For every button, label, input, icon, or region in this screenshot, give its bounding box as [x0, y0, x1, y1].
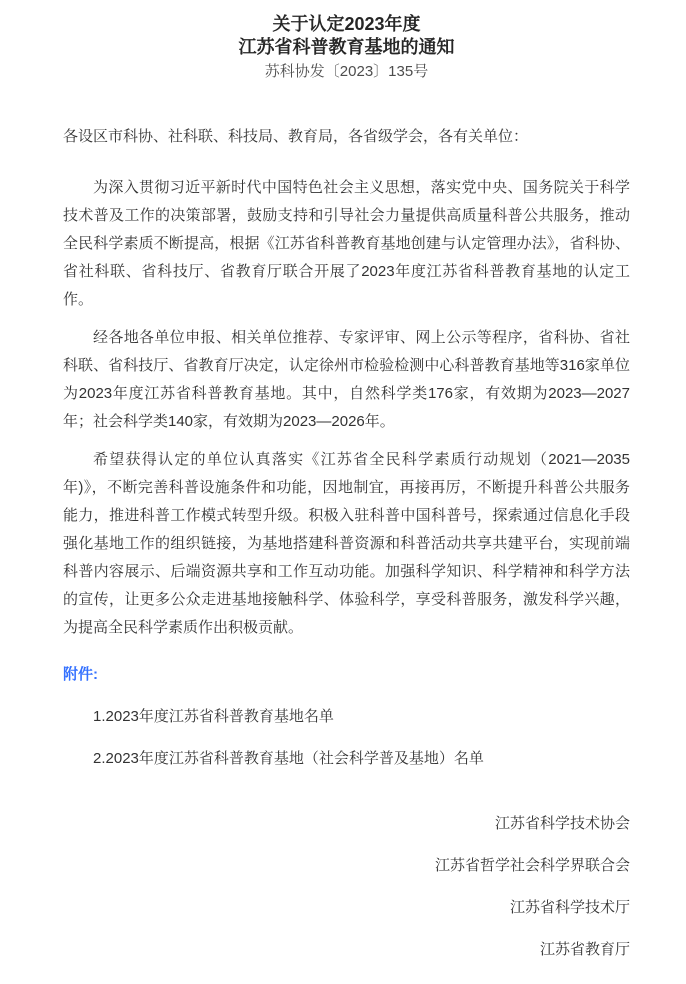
salutation: 各设区市科协、社科联、科技局、教育局，各省级学会，各有关单位：	[63, 128, 529, 145]
document-number: 苏科协发〔2023〕135号	[264, 63, 429, 80]
signature-block	[63, 810, 630, 964]
document-title-line-2: 江苏省科普教育基地的通知	[238, 37, 455, 57]
signature-org-1: 江苏省科学技术协会	[494, 815, 630, 832]
document-body	[63, 123, 630, 964]
paragraph-3: 希望获得认定的单位认真落实《江苏省全民科学素质行动规划（2021—2035年)》，不断完善科普设施条件和功能，因地制宜，再接再厉，不断提升科普公共服务能力，推进科普工作模式转型升级。积极入驻科普中国科普号，探索通过信息化手段强化基地工作的组织链接，为基地搭建科普资源和科普活动共享共建平台，实现前端科普内容展示、后端资源共享和工作互动功能。加强科学知识、科学精神和科学方法的宣传，让更多公众走进基地接触科学、体验科学，享受科普服务，激发科学兴趣，为提高全民科学素质作出积极贡献。	[63, 451, 630, 636]
document-header	[63, 13, 630, 83]
paragraph-2: 经各地各单位申报、相关单位推荐、专家评审、网上公示等程序，省科协、省社科联、省科技厅、省教育厅决定，认定徐州市检验检测中心科普教育基地等316家单位为2023年度江苏省科普教育基地。其中，自然科学类176家，有效期为2023—2027年；社会科学类140家，有效期为2023—2026年。	[63, 329, 630, 430]
paragraph-1: 为深入贯彻习近平新时代中国特色社会主义思想，落实党中央、国务院关于科学技术普及工作的决策部署，鼓励支持和引导社会力量提供高质量科普公共服务，推动全民科学素质不断提高，根据《江苏省科普教育基地创建与认定管理办法》，省科协、省社科联、省科技厅、省教育厅联合开展了2023年度江苏省科普教育基地的认定工作。	[63, 179, 630, 308]
attachment-link-1[interactable]: 1.2023年度江苏省科普教育基地名单	[93, 708, 334, 725]
attachments-section	[63, 661, 630, 773]
attachments-label: 附件:	[63, 666, 98, 683]
attachment-link-2[interactable]: 2.2023年度江苏省科普教育基地（社会科学普及基地）名单	[93, 750, 484, 767]
signature-org-2: 江苏省哲学社会科学界联合会	[434, 857, 630, 874]
signature-org-4: 江苏省教育厅	[539, 941, 630, 958]
signature-org-3: 江苏省科学技术厅	[509, 899, 630, 916]
document-title-line-1: 关于认定2023年度	[272, 14, 421, 34]
